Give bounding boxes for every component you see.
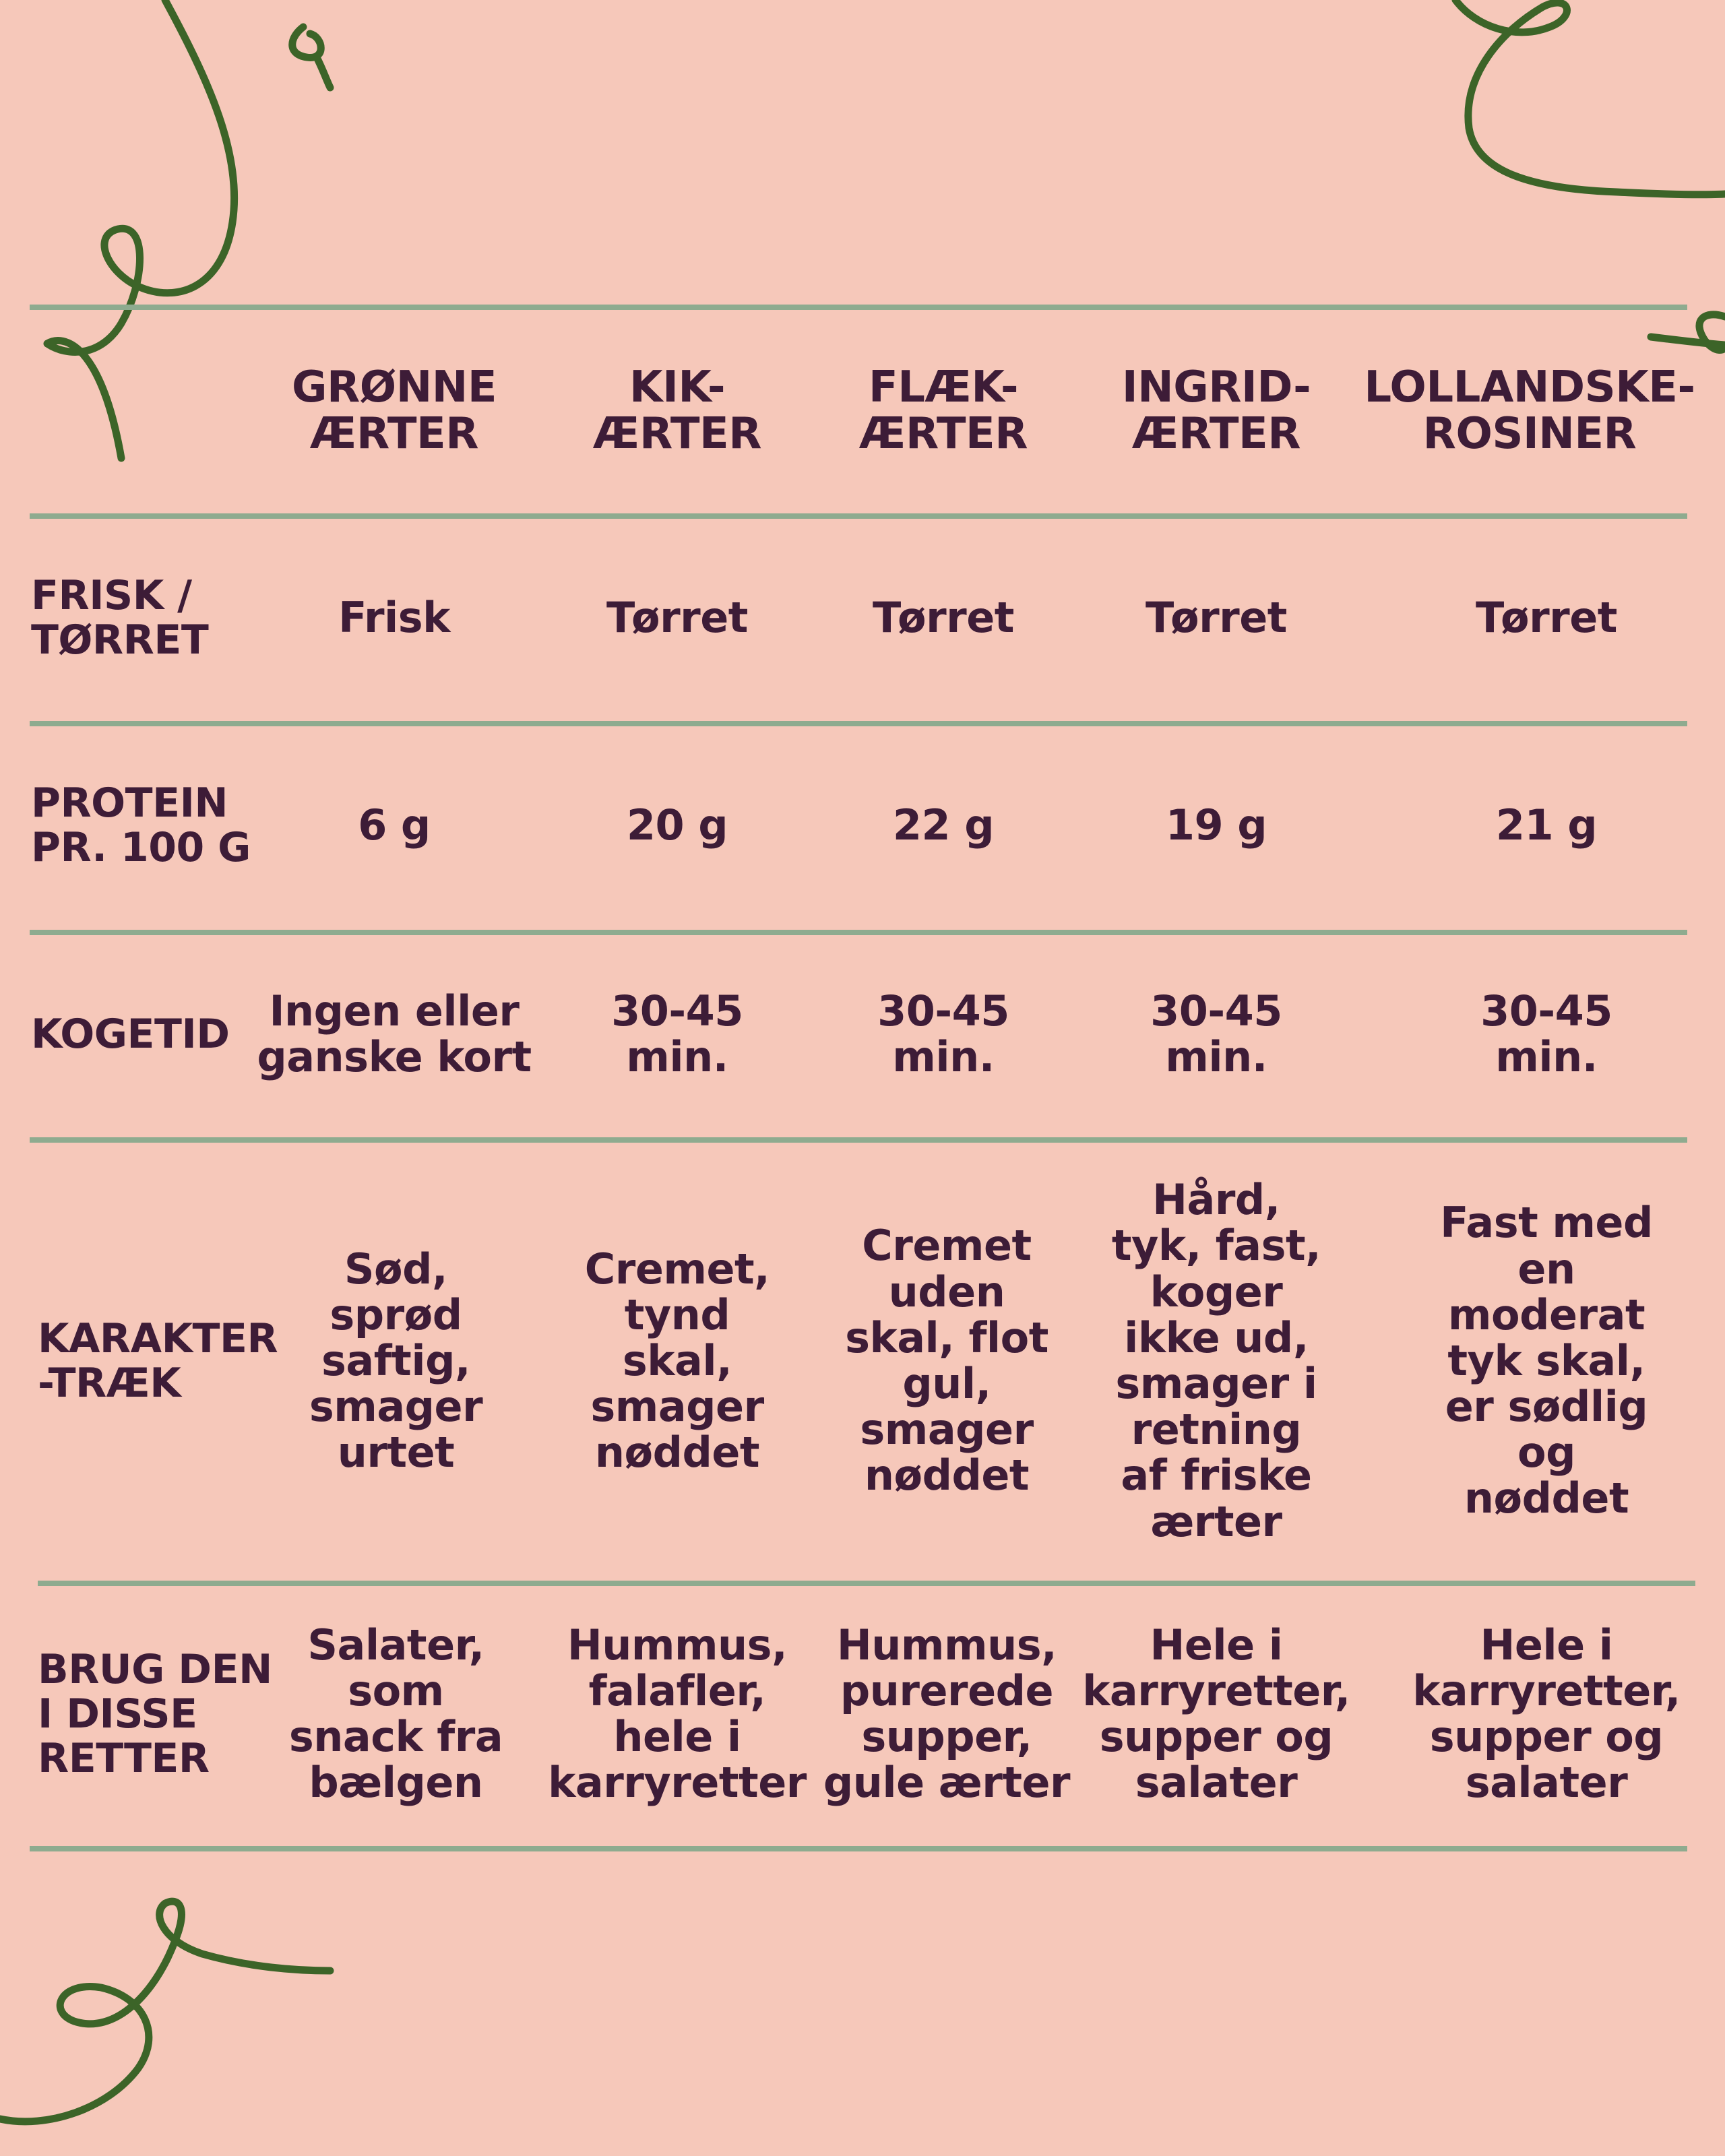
table-cell: 30-45 min.: [1150, 986, 1282, 1081]
table-cell: Fast med en moderat tyk skal, er sødlig og nøddet: [1440, 1198, 1653, 1523]
table-cell: Hele i karryretter, supper og salater: [1082, 1620, 1350, 1808]
table-cell: 30-45 min.: [611, 986, 743, 1081]
table-cell: 20 g: [626, 800, 728, 850]
table-cell: Frisk: [338, 592, 450, 642]
table-cell: Tørret: [1146, 592, 1287, 642]
row-divider: [30, 930, 1687, 935]
table-cell: Sød, sprød saftig, smager urtet: [309, 1244, 483, 1478]
row-label-brug-den: BRUG DEN I DISSE RETTER: [38, 1646, 272, 1782]
row-divider: [30, 721, 1687, 726]
column-header-ingridaerter: INGRID- ÆRTER: [1121, 362, 1311, 459]
table-cell: Hummus, purerede supper, gule ærter: [823, 1620, 1071, 1808]
table-bottom-rule: [30, 1846, 1687, 1851]
row-label-protein: PROTEIN PR. 100 G: [31, 780, 251, 871]
row-label-karaktertraek: KARAKTER -TRÆK: [38, 1315, 278, 1407]
table-cell: Cremet, tynd skal, smager nøddet: [584, 1244, 770, 1478]
row-label-frisk-torret: FRISK / TØRRET: [31, 572, 209, 664]
table-cell: Hele i karryretter, supper og salater: [1412, 1620, 1681, 1808]
column-header-gronne-aerter: GRØNNE ÆRTER: [291, 362, 497, 459]
column-header-lollandske-rosiner: LOLLANDSKE- ROSINER: [1364, 362, 1695, 459]
row-divider: [38, 1581, 1695, 1586]
table-cell: 21 g: [1495, 800, 1598, 850]
table-cell: Salater, som snack fra bælgen: [288, 1620, 503, 1808]
table-cell: 19 g: [1165, 800, 1267, 850]
row-divider: [30, 1137, 1687, 1143]
table-cell: Hård, tyk, fast, koger ikke ud, smager i retning af friske ærter: [1111, 1175, 1321, 1546]
column-header-kikaerter: KIK- ÆRTER: [593, 362, 761, 459]
table-cell: 30-45 min.: [1480, 986, 1612, 1081]
table-cell: 22 g: [892, 800, 995, 850]
table-cell: 30-45 min.: [877, 986, 1009, 1081]
column-header-flaekaerter: FLÆK- ÆRTER: [859, 362, 1028, 459]
table-cell: Tørret: [606, 592, 748, 642]
table-cell: 6 g: [358, 800, 431, 850]
table-top-rule: [30, 305, 1687, 310]
table-cell: Tørret: [1476, 592, 1617, 642]
table-cell: Hummus, falafler, hele i karryretter: [548, 1620, 807, 1808]
row-label-kogetid: KOGETID: [31, 1011, 230, 1058]
table-cell: Ingen eller ganske kort: [257, 986, 532, 1081]
row-divider: [30, 513, 1687, 519]
table-cell: Cremet uden skal, flot gul, smager nøddet: [845, 1221, 1048, 1500]
table-cell: Tørret: [873, 592, 1014, 642]
